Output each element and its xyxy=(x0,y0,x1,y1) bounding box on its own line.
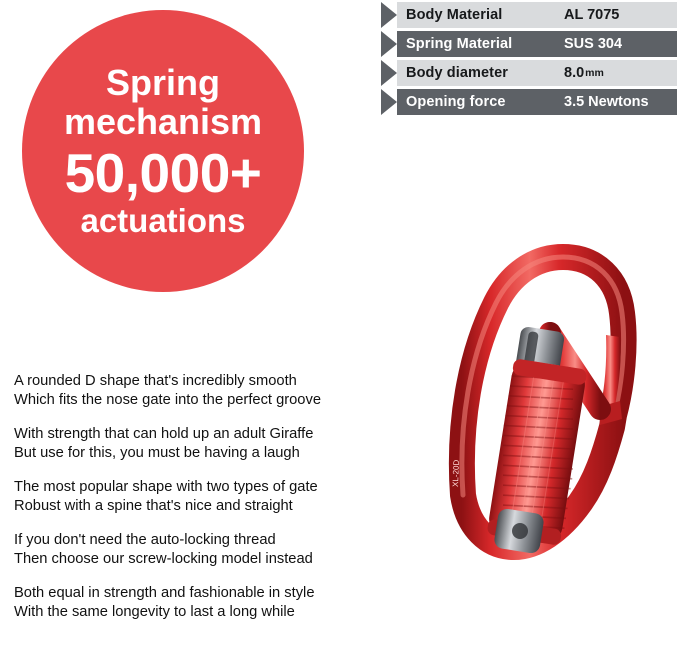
arrow-icon xyxy=(381,31,397,57)
arrow-icon xyxy=(381,89,397,115)
spec-value-text: 8.0 xyxy=(564,65,585,81)
badge-count: 50,000+ xyxy=(64,141,262,204)
spec-value-text: AL 7075 xyxy=(564,7,620,23)
table-row xyxy=(381,31,677,57)
stanza xyxy=(14,531,434,569)
arrow-icon xyxy=(381,2,397,28)
spec-label: Opening force xyxy=(397,89,554,115)
spec-label: Body Material xyxy=(397,2,554,28)
spec-value xyxy=(554,89,677,115)
gate-hinge-bottom xyxy=(493,508,545,555)
spec-value-text: 3.5 Newtons xyxy=(564,94,649,110)
arrow-icon xyxy=(381,60,397,86)
spec-value xyxy=(554,60,677,86)
text-line: If you don't need the auto-locking thread xyxy=(14,532,276,548)
description-text xyxy=(14,372,434,637)
text-line: A rounded D shape that's incredibly smooth xyxy=(14,373,297,389)
product-image-carabiner xyxy=(400,195,670,635)
text-line: With the same longevity to last a long while xyxy=(14,604,295,620)
text-line: With strength that can hold up an adult Giraffe xyxy=(14,426,314,442)
spec-value-unit: mm xyxy=(585,67,604,79)
brand-text: FRESHARO xyxy=(429,422,449,508)
spring-mechanism-badge xyxy=(22,10,304,292)
spec-label: Body diameter xyxy=(397,60,554,86)
spec-value-text: SUS 304 xyxy=(564,36,623,52)
stanza xyxy=(14,372,434,410)
spec-value xyxy=(554,31,677,57)
table-row xyxy=(381,2,677,28)
text-line: Which fits the nose gate into the perfect groove xyxy=(14,392,321,408)
badge-line-2: mechanism xyxy=(63,101,263,143)
spec-label: Spring Material xyxy=(397,31,554,57)
badge-line-4: actuations xyxy=(80,201,246,239)
text-line: Both equal in strength and fashionable in style xyxy=(14,585,315,601)
table-row xyxy=(381,89,677,115)
spec-value xyxy=(554,2,677,28)
badge-line-1: Spring xyxy=(106,61,220,103)
carabiner-illustration xyxy=(400,195,670,635)
stanza xyxy=(14,584,434,622)
table-row xyxy=(381,60,677,86)
stanza xyxy=(14,478,434,516)
text-line: Robust with a spine that's nice and straight xyxy=(14,498,293,514)
text-line: But use for this, you must be having a laugh xyxy=(14,445,300,461)
spec-table xyxy=(381,2,677,115)
text-line: The most popular shape with two types of gate xyxy=(14,479,318,495)
text-line: Then choose our screw-locking model instead xyxy=(14,551,313,567)
brand-subtext: XL-20D xyxy=(451,459,461,488)
stanza xyxy=(14,425,434,463)
